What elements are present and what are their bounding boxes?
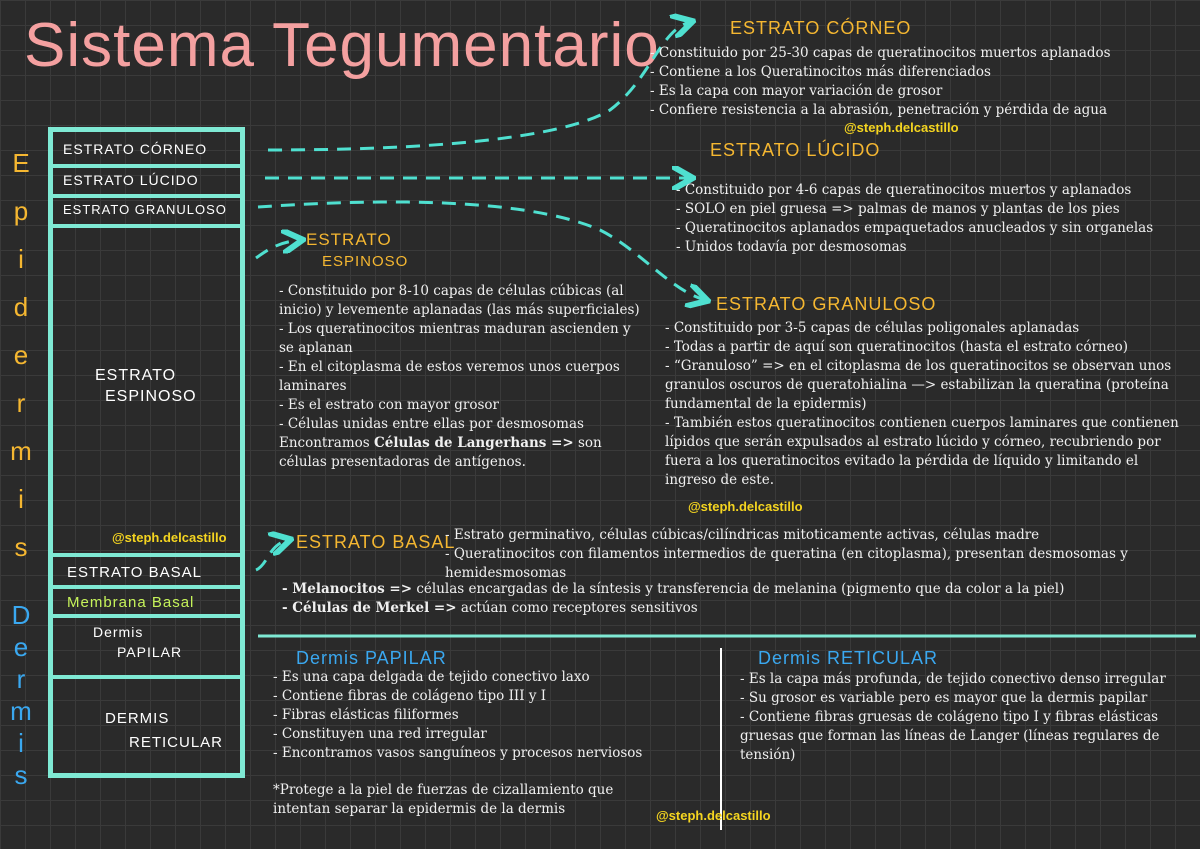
list-item: - Constituido por 3-5 capas de células poligonales aplanadas <box>665 320 1080 336</box>
list-item: - Constituido por 4-6 capas de queratinocitos muertos y aplanados <box>676 182 1132 198</box>
granuloso-list <box>665 319 1190 490</box>
list-item: - Unidos todavía por desmosomas <box>676 239 907 255</box>
signature: @steph.delcastillo <box>656 808 771 823</box>
epidermis-letter: E <box>12 148 30 178</box>
list-item: - Es la capa con mayor variación de grosor <box>650 83 943 99</box>
dermis-letter: r <box>16 664 26 694</box>
list-item: - Constituido por 25-30 capas de queratinocitos muertos aplanados <box>650 45 1111 61</box>
dermis-letter: D <box>11 600 31 630</box>
list-item: - Células unidas entre ellas por desmosomas <box>279 416 584 432</box>
list-item: - Fibras elásticas filiformes <box>273 707 459 723</box>
layer-dermis-reticular-2: RETICULAR <box>129 734 224 751</box>
list-item: - Queratinocitos con filamentos intermedios de queratina (en citoplasma), presentan desmosomas y hemidesmosomas <box>445 546 1128 581</box>
signature: @steph.delcastillo <box>688 499 803 514</box>
dermis-papilar-note: *Protege a la piel de fuerzas de cizallamiento que intentan separar la epidermis de la dermis <box>273 782 614 817</box>
granuloso-heading: ESTRATO GRANULOSO <box>716 294 937 314</box>
epidermis-letter: s <box>14 532 28 562</box>
list-item: - Encontramos vasos sanguíneos y procesos nerviosos <box>273 745 643 761</box>
signature: @steph.delcastillo <box>844 120 959 135</box>
basal-heading: ESTRATO BASAL <box>296 532 456 552</box>
layer-basal: ESTRATO BASAL <box>67 564 202 581</box>
layer-lucido: ESTRATO LÚCIDO <box>63 172 199 188</box>
epidermis-letter: d <box>13 292 29 322</box>
epidermis-letter: m <box>10 436 32 466</box>
list-item: - Constituido por 8-10 capas de células cúbicas (al inicio) y levemente aplanadas (las más superficiales) <box>279 283 640 318</box>
list-item: - También estos queratinocitos contienen cuerpos laminares que contienen lípidos que serán expulsados al estrato lúcido y córneo, recubriendo por fuera a los queratinocitos evitado la pérdida de líquido y limitando el ingreso de este. <box>665 415 1179 488</box>
dermis-reticular-heading: Dermis RETICULAR <box>758 648 939 668</box>
corneo-list <box>650 44 1190 120</box>
dermis-letter: e <box>13 632 29 662</box>
arrow-corneo <box>268 22 690 150</box>
dermis-letter: s <box>14 760 28 790</box>
espinoso-heading-2: ESPINOSO <box>322 253 409 270</box>
layer-espinoso-2: ESPINOSO <box>105 388 197 405</box>
layer-espinoso-1: ESTRATO <box>95 367 177 384</box>
layer-dermis-reticular-1: DERMIS <box>105 710 170 727</box>
layer-granuloso: ESTRATO GRANULOSO <box>63 202 227 217</box>
signature: @steph.delcastillo <box>112 530 227 545</box>
list-item: - Es el estrato con mayor grosor <box>279 397 499 413</box>
espinoso-list <box>279 282 641 472</box>
corneo-heading: ESTRATO CÓRNEO <box>730 18 912 38</box>
dermis-letter: m <box>10 696 32 726</box>
list-item: - Estrato germinativo, células cúbicas/cilíndricas mitoticamente activas, células madre <box>445 527 1040 543</box>
epidermis-letter: i <box>18 484 24 514</box>
page-title: Sistema Tegumentario <box>24 11 660 80</box>
list-item: - Queratinocitos aplanados empaquetados anucleados y sin organelas <box>676 220 1154 236</box>
list-item: - Constituyen una red irregular <box>273 726 487 742</box>
arrow-basal <box>256 540 288 570</box>
list-item: - Contiene a los Queratinocitos más diferenciados <box>650 64 991 80</box>
arrow-espinoso <box>256 240 300 258</box>
list-item: - Los queratinocitos mientras maduran ascienden y se aplanan <box>279 321 631 356</box>
espinoso-heading-1: ESTRATO <box>306 230 392 249</box>
list-item: - Todas a partir de aquí son queratinocitos (hasta el estrato córneo) <box>665 339 1129 355</box>
dermis-letter: i <box>18 728 24 758</box>
list-item: - Su grosor es variable pero es mayor que la dermis papilar <box>740 690 1148 706</box>
list-item: - “Granuloso” => en el citoplasma de los queratinocitos se observan unos granulos oscuros de queratohialina —> estabilizan la queratina (proteína fundamental de la epidermis) <box>665 358 1172 412</box>
list-item: - Contiene fibras de colágeno tipo III y I <box>273 688 547 704</box>
langerhans-note: Encontramos Células de Langerhans => son células presentadoras de antígenos. <box>279 435 602 470</box>
dermis-papilar-list <box>273 668 703 763</box>
basal-list <box>445 526 1185 583</box>
list-item: - Es una capa delgada de tejido conectivo laxo <box>273 669 590 685</box>
list-item: - SOLO en piel gruesa => palmas de manos y plantas de los pies <box>676 201 1120 217</box>
epidermis-letter: i <box>18 244 24 274</box>
melanocitos-item: - Melanocitos => células encargadas de la síntesis y transferencia de melanina (pigmento que da color a la piel) <box>282 581 1065 597</box>
lucido-list <box>676 181 1191 257</box>
layer-corneo: ESTRATO CÓRNEO <box>63 141 208 157</box>
dermis-papilar-heading: Dermis PAPILAR <box>296 648 447 668</box>
merkel-item: - Células de Merkel => actúan como receptores sensitivos <box>282 600 698 616</box>
list-item: - En el citoplasma de estos veremos unos cuerpos laminares <box>279 359 620 394</box>
epidermis-letter: p <box>13 196 29 226</box>
list-item: - Confiere resistencia a la abrasión, penetración y pérdida de agua <box>650 102 1108 118</box>
lucido-heading: ESTRATO LÚCIDO <box>710 140 881 160</box>
epidermis-letter: e <box>13 340 29 370</box>
layer-membrana-basal: Membrana Basal <box>67 594 195 611</box>
basal-cells-list <box>282 580 1192 618</box>
epidermis-letter: r <box>16 388 26 418</box>
list-item: - Contiene fibras gruesas de colágeno tipo I y fibras elásticas gruesas que forman las líneas de Langer (líneas regulares de tensión) <box>740 709 1160 763</box>
dermis-reticular-list <box>740 670 1190 765</box>
layer-dermis-papilar-2: PAPILAR <box>117 644 183 660</box>
layer-dermis-papilar-1: Dermis <box>93 624 144 640</box>
list-item: - Es la capa más profunda, de tejido conectivo denso irregular <box>740 671 1166 687</box>
